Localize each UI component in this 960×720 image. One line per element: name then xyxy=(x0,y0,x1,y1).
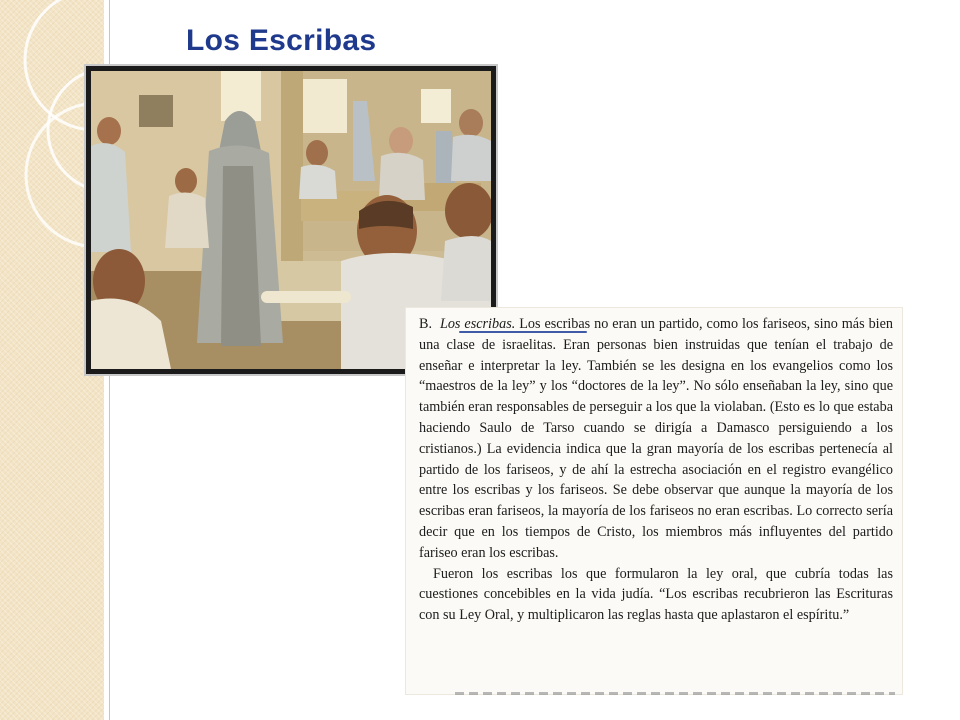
excerpt-paragraph-2: Fueron los escribas los que formularon la ley oral, que cubría todas las cuestiones concebibles en la vida judía. “Los escribas recubrieron las Escrituras con su Ley Oral, y multiplicaron las reglas hasta que aplastaron el espíritu.” xyxy=(419,565,893,624)
section-heading: Los escribas. xyxy=(439,316,516,332)
excerpt-body xyxy=(419,314,893,626)
paragraph-1-text: Los escribas no eran un partido, como los fariseos, sino más bien una clase de israelitas. Eran personas bien instruidas que tenían el trabajo de enseñar e interpretar la ley. También se les designa en los evangelios como los “maestros de la ley” y los “doctores de la ley”. No sólo enseñaban la ley, sino que también eran responsables de perseguir a los que la violaban. (Esto es lo que estaba haciendo Saulo de Tarso cuando se dirigía a Damasco persiguiendo a los cristianos.) La evidencia indica que la gran mayoría de los escribas pertenecía al partido de los fariseos, y de ahí la estrecha asociación en el registro evangélico entre los escribas y los fariseos. Se debe observar que aunque la mayoría de los escribas eran fariseos, la mayoría de los fariseos no eran escribas. Lo correcto sería decir que en los tiempos de Cristo, los miembros más influyentes del partido fariseo eran los escribas. xyxy=(419,316,894,561)
cut-off-text-line xyxy=(455,692,895,695)
section-letter: B. xyxy=(419,316,433,332)
excerpt-paragraph-1 xyxy=(419,314,893,564)
slide-title: Los Escribas xyxy=(186,24,377,57)
scanned-text-excerpt xyxy=(405,307,903,695)
